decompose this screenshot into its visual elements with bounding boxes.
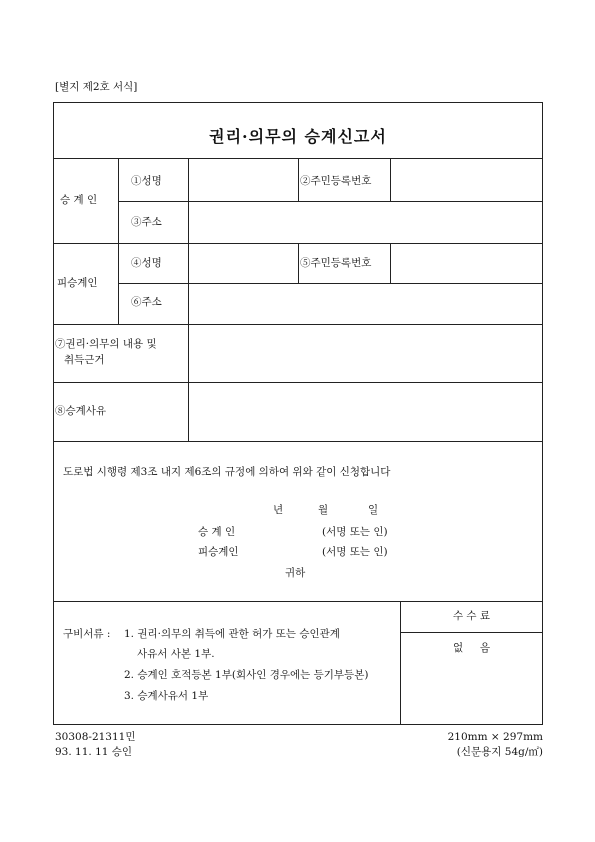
rights-field[interactable] (189, 325, 542, 381)
divider-reason-bottom (53, 441, 543, 442)
rights-label-line2: 취득근거 (64, 354, 105, 366)
predecessor-name-label: ④성명 (131, 257, 162, 269)
sign-predecessor-label: 피승계인 (198, 546, 239, 558)
successor-section-label: 승 계 인 (60, 194, 98, 206)
footer-form-number: 30308-21311민 (55, 731, 136, 743)
fee-value: 없 음 (453, 642, 490, 654)
successor-id-label: ②주민등록번호 (300, 175, 372, 187)
divider-predecessor-id-col (298, 243, 299, 283)
documents-item1-line2: 사유서 사본 1부. (137, 648, 215, 660)
footer-approval: 93. 11. 11 승인 (55, 746, 133, 758)
successor-address-label: ③주소 (131, 216, 162, 228)
rights-label-line1: ⑦권리·의무의 내용 및 (55, 338, 157, 350)
successor-id-field[interactable] (391, 159, 542, 200)
date-year-label: 년 (273, 504, 284, 516)
predecessor-section-label: 피승계인 (57, 277, 98, 289)
reason-field[interactable] (189, 383, 542, 440)
application-statement: 도로법 시행령 제3조 내지 제6조의 규정에 의하여 위와 같이 신청합니다 (63, 466, 391, 478)
divider-statement-bottom (53, 601, 543, 602)
predecessor-id-label: ⑤주민등록번호 (300, 257, 372, 269)
date-day-label: 일 (368, 504, 379, 516)
divider-successor-id-col (298, 158, 299, 201)
successor-name-field[interactable] (189, 159, 297, 200)
documents-heading: 구비서류 : (63, 628, 111, 640)
footer-paper-type: (신문용지 54g/㎡) (456, 746, 543, 758)
date-month-label: 월 (318, 504, 329, 516)
sign-predecessor-placeholder[interactable]: (서명 또는 인) (322, 546, 388, 558)
sign-successor-placeholder[interactable]: (서명 또는 인) (322, 526, 388, 538)
form-title: 권리·의무의 승계신고서 (209, 127, 387, 146)
predecessor-id-field[interactable] (391, 244, 542, 282)
documents-item3: 3. 승계사유서 1부 (124, 690, 209, 702)
footer-paper-size: 210mm × 297mm (447, 731, 543, 743)
successor-address-field[interactable] (189, 202, 542, 242)
predecessor-address-field[interactable] (189, 284, 542, 323)
predecessor-name-field[interactable] (189, 244, 297, 282)
sign-successor-label: 승 계 인 (198, 526, 236, 538)
divider-fee (400, 632, 543, 633)
documents-item2: 2. 승계인 호적등본 1부(회사인 경우에는 등기부등본) (124, 669, 369, 681)
fee-label: 수 수 료 (452, 610, 491, 622)
recipient-label: 귀하 (285, 567, 306, 579)
form-number-label: [별지 제2호 서식] (55, 81, 138, 93)
reason-label: ⑧승계사유 (55, 405, 107, 417)
successor-name-label: ①성명 (131, 175, 162, 187)
divider-section-col (118, 158, 119, 324)
predecessor-address-label: ⑥주소 (131, 296, 162, 308)
documents-item1-line1: 1. 권리·의무의 취득에 관한 허가 또는 승인관계 (124, 628, 340, 640)
